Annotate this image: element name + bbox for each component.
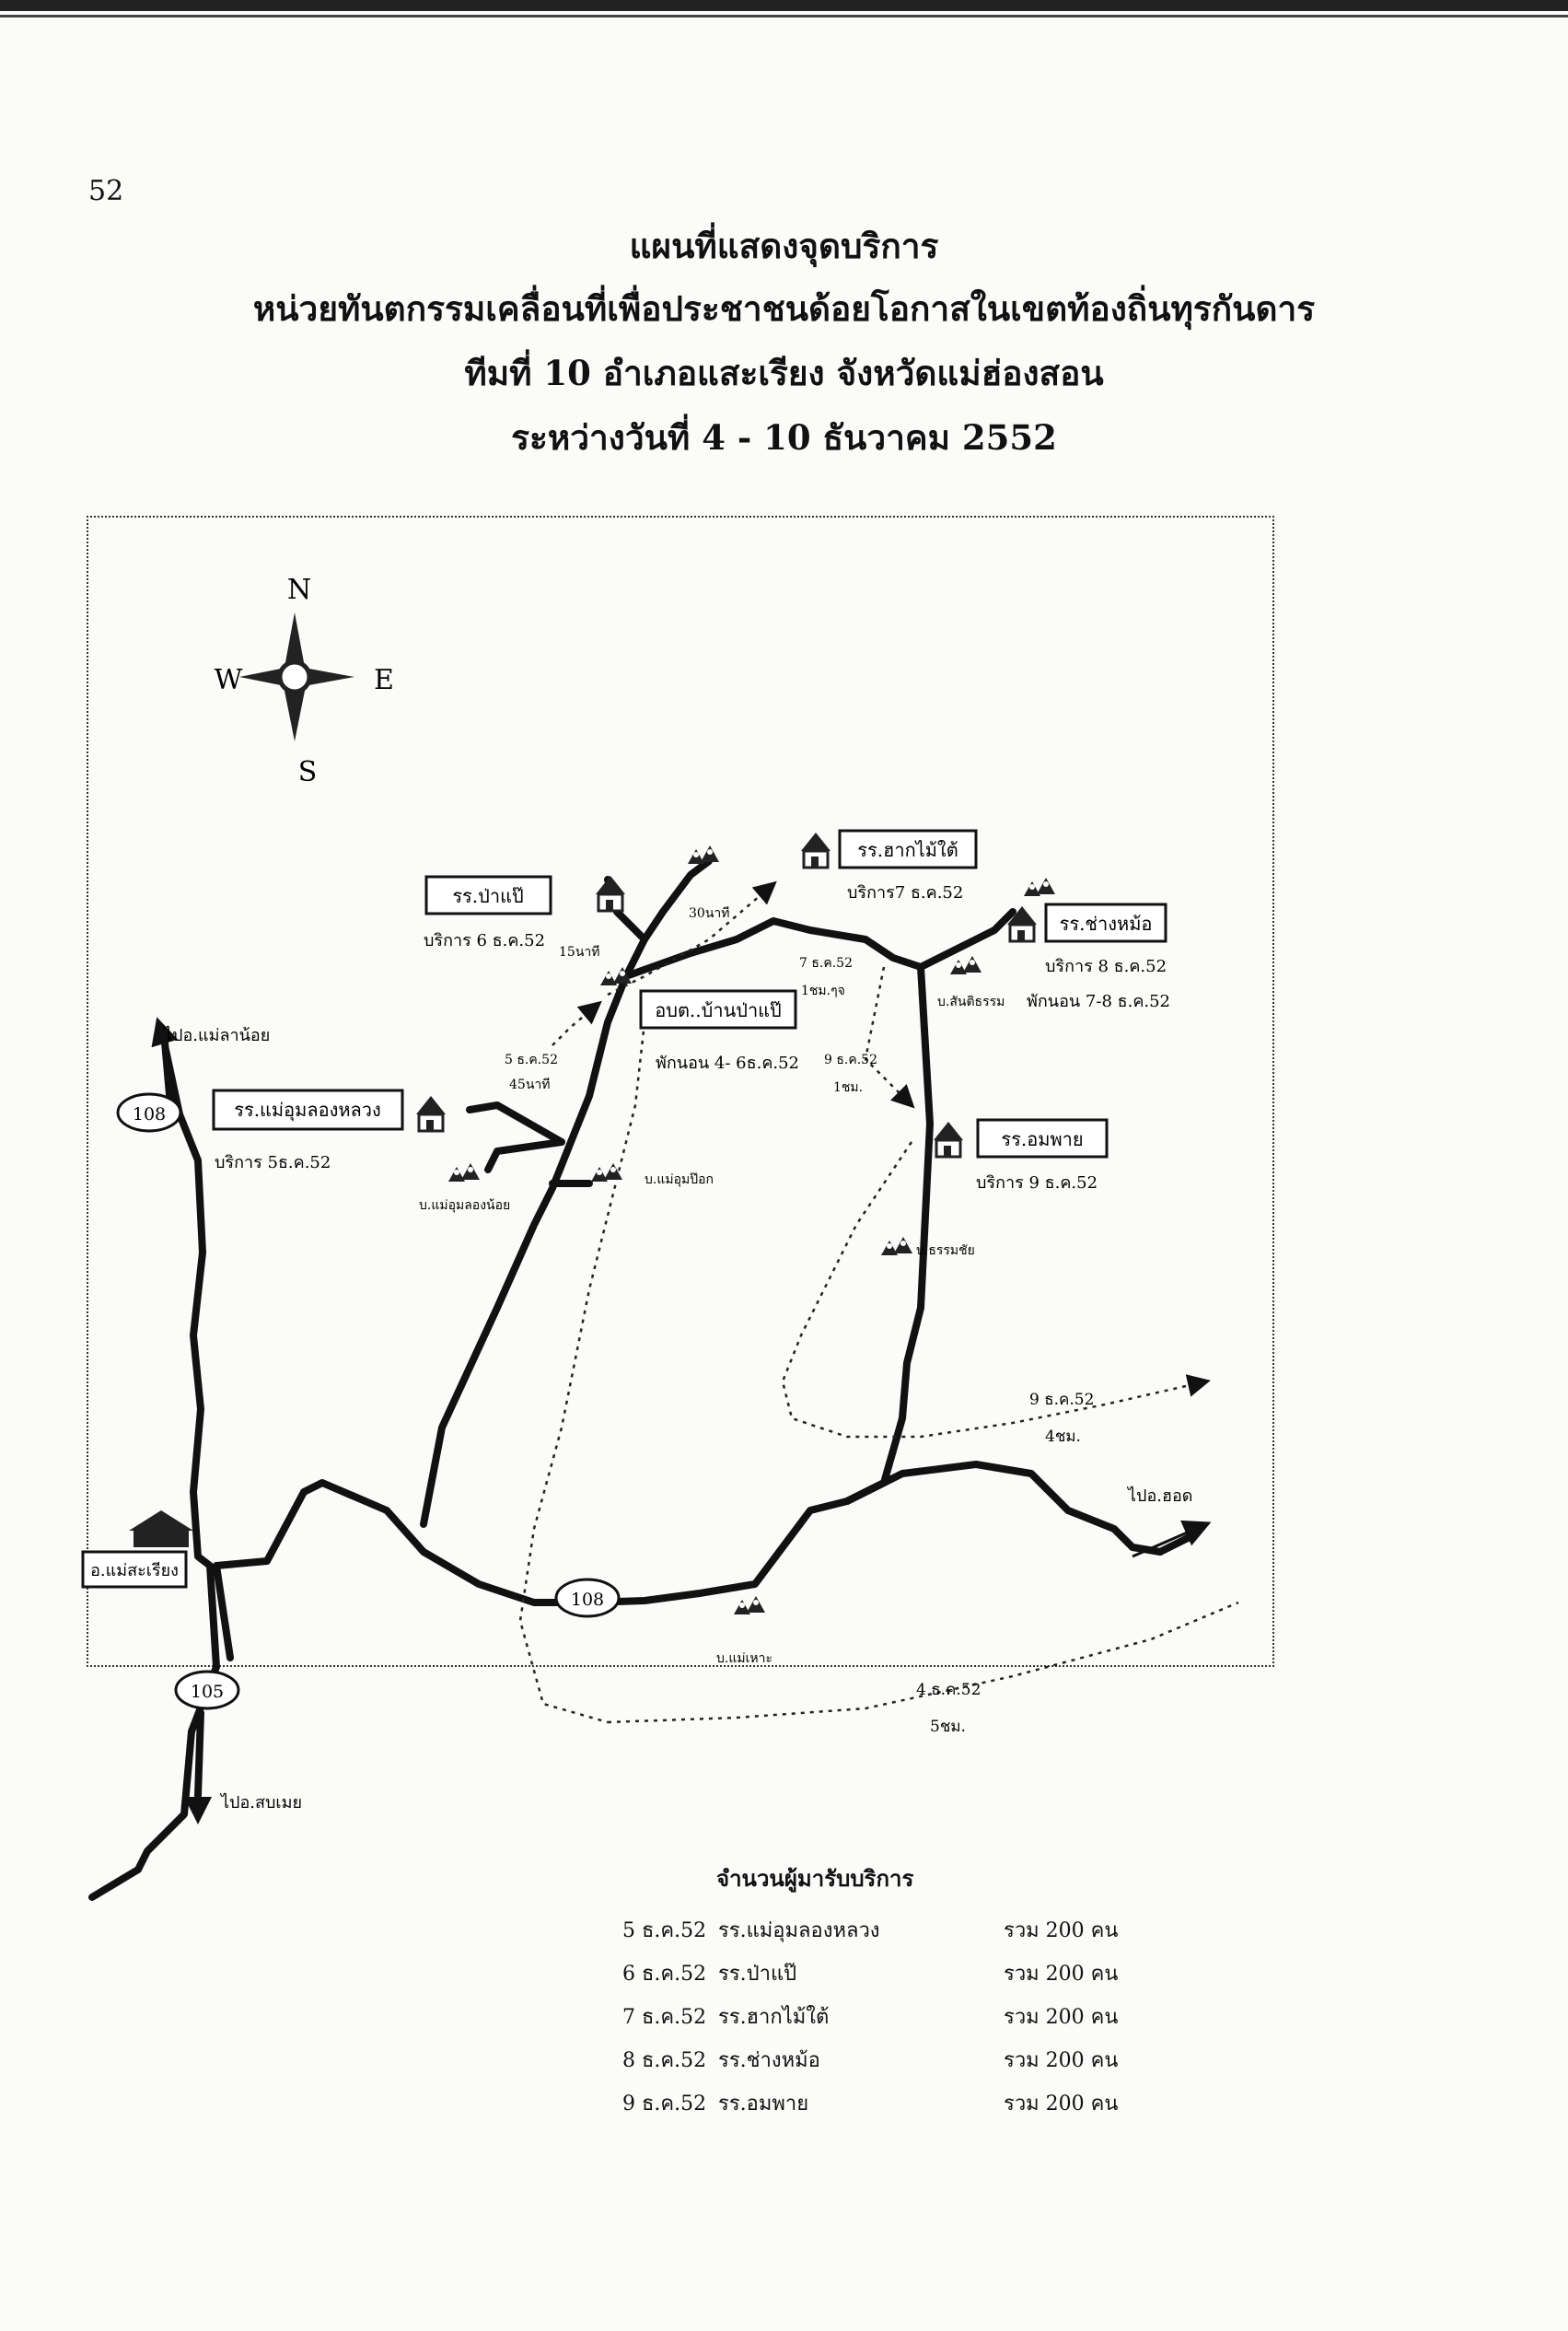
time-1hr-label: 1ชม. — [833, 1080, 864, 1095]
village-maeumpok-icon — [591, 1163, 622, 1182]
summary-school: รร.อมพาย — [718, 2092, 809, 2115]
summary-date: 6 ธ.ค.52 — [622, 1963, 707, 1986]
maeumlong-service-label: บริการ 5ธ.ค.52 — [215, 1153, 331, 1172]
summary-school: รร.ช่างหม้อ — [718, 2049, 820, 2072]
box-aobot-label: อบต..บ้านป่าแป๊ — [655, 999, 782, 1021]
route-108-label: 108 — [570, 1590, 605, 1610]
box-changmo-label: รร.ช่างหม้อ — [1059, 913, 1153, 935]
to-sopmoei-label: ไปอ.สบเมย — [221, 1793, 302, 1812]
papae-service-label: บริการ 6 ธ.ค.52 — [424, 931, 546, 950]
village-maehao-icon — [734, 1596, 765, 1614]
summary-school: รร.ฮากไม้ใต้ — [718, 2006, 830, 2029]
compass-w-label: W — [214, 664, 243, 696]
school-hak-icon — [801, 833, 830, 868]
page-title-line-4: ระหว่างวันที่ 4 - 10 ธันวาคม 2552 — [511, 417, 1057, 458]
summary-date: 7 ธ.ค.52 — [622, 2006, 707, 2029]
compass-n-label: N — [286, 574, 312, 606]
summary-school: รร.แม่อุมลองหลวง — [718, 1919, 880, 1942]
summary-date: 9 ธ.ค.52 — [622, 2092, 707, 2115]
aobot-stay-label: พักนอน 4- 6ธ.ค.52 — [656, 1054, 799, 1073]
village-icon — [1024, 878, 1055, 896]
village-maeumlongnoi-label: บ.แม่อุมลองน้อย — [419, 1198, 511, 1213]
summary-total: รวม 200 คน — [1004, 1919, 1119, 1942]
summary-row — [589, 1957, 1289, 1994]
summary-total: รวม 200 คน — [1004, 2049, 1119, 2072]
village-maehao-label: บ.แม่เหาะ — [716, 1651, 772, 1666]
route-105-label: 105 — [190, 1682, 225, 1702]
page-title-line-3: ทีมที่ 10 อำเภอแสะเรียง จังหวัดแม่ฮ่องสอน — [464, 353, 1104, 393]
changmo-service-label: บริการ 8 ธ.ค.52 — [1045, 957, 1167, 976]
to-maelanoi-label: ไปอ.แม่ลาน้อย — [164, 1026, 271, 1045]
village-thammachai-label: บ.ธรรมชัย — [916, 1243, 975, 1258]
summary-total: รวม 200 คน — [1004, 1963, 1119, 1986]
village-icon — [688, 845, 719, 864]
village-maeumpok-label: บ.แม่อุมป๊อก — [645, 1172, 714, 1187]
school-papae-icon — [596, 876, 625, 911]
summary-date: 5 ธ.ค.52 — [622, 1919, 707, 1942]
box-maesariang-label: อ.แม่สะเรียง — [90, 1561, 179, 1580]
village-maeumlongnoi-icon — [448, 1163, 480, 1182]
page-title-line-1: แผนที่แสดงจุดบริการ — [629, 226, 939, 266]
time-4hr-label: 4ชม. — [1045, 1428, 1081, 1446]
village-santitham-label: บ.สันติธรรม — [937, 995, 1005, 1009]
box-maeumlong-label: รร.แม่อุมลองหลวง — [234, 1099, 381, 1121]
village-thammachai-icon — [881, 1237, 912, 1255]
school-maeumlong-icon — [416, 1096, 446, 1131]
date-9dec-label: 9 ธ.ค.52 — [824, 1053, 877, 1067]
summary-school: รร.ป่าแป๊ — [718, 1963, 797, 1986]
date-5dec-label: 5 ธ.ค.52 — [505, 1053, 558, 1067]
date-7dec-label: 7 ธ.ค.52 — [799, 956, 853, 971]
summary-total: รวม 200 คน — [1004, 2092, 1119, 2115]
to-hot-label: ไปอ.ฮอด — [1128, 1486, 1193, 1506]
box-papae-label: รร.ป่าแป๊ — [452, 885, 524, 907]
box-ompai-label: รร.อมพาย — [1001, 1128, 1084, 1150]
time-45min-label: 45นาที — [509, 1078, 551, 1092]
time-15min-label: 15นาที — [559, 945, 600, 960]
summary-row — [589, 2044, 1289, 2080]
date-9dec-label: 9 ธ.ค.52 — [1029, 1391, 1095, 1409]
compass-rose-icon — [239, 612, 354, 741]
summary-title: จำนวนผู้มารับบริการ — [716, 1865, 914, 1892]
page-title-line-2: หน่วยทันตกรรมเคลื่อนที่เพื่อประชาชนด้อยโอกาสในเขตท้องถิ่นทุรกันดาร — [252, 288, 1316, 329]
summary-row — [589, 1914, 1289, 1951]
changmo-stay-label: พักนอน 7-8 ธ.ค.52 — [1027, 992, 1170, 1011]
compass-e-label: E — [374, 664, 394, 696]
route-108-label: 108 — [132, 1104, 167, 1125]
date-4dec-label: 4 ธ.ค.52 — [916, 1681, 981, 1699]
district-office-icon — [129, 1510, 193, 1547]
hak-service-label: บริการ7 ธ.ค.52 — [847, 883, 964, 903]
time-1hr-label: 1ชม.ๆจ — [801, 984, 845, 998]
time-5hr-label: 5ชม. — [930, 1718, 966, 1736]
school-ompai-icon — [934, 1122, 963, 1157]
summary-row — [589, 2000, 1289, 2037]
village-santitham-icon — [950, 956, 981, 974]
summary-total: รวม 200 คน — [1004, 2006, 1119, 2029]
compass-s-label: S — [297, 756, 318, 788]
time-30min-label: 30นาที — [689, 906, 730, 921]
summary-row — [589, 2087, 1289, 2124]
page-number: 52 — [88, 175, 124, 207]
ompai-service-label: บริการ 9 ธ.ค.52 — [976, 1173, 1098, 1193]
summary-date: 8 ธ.ค.52 — [622, 2049, 707, 2072]
box-hak-label: รร.ฮากไม้ใต้ — [857, 839, 958, 861]
